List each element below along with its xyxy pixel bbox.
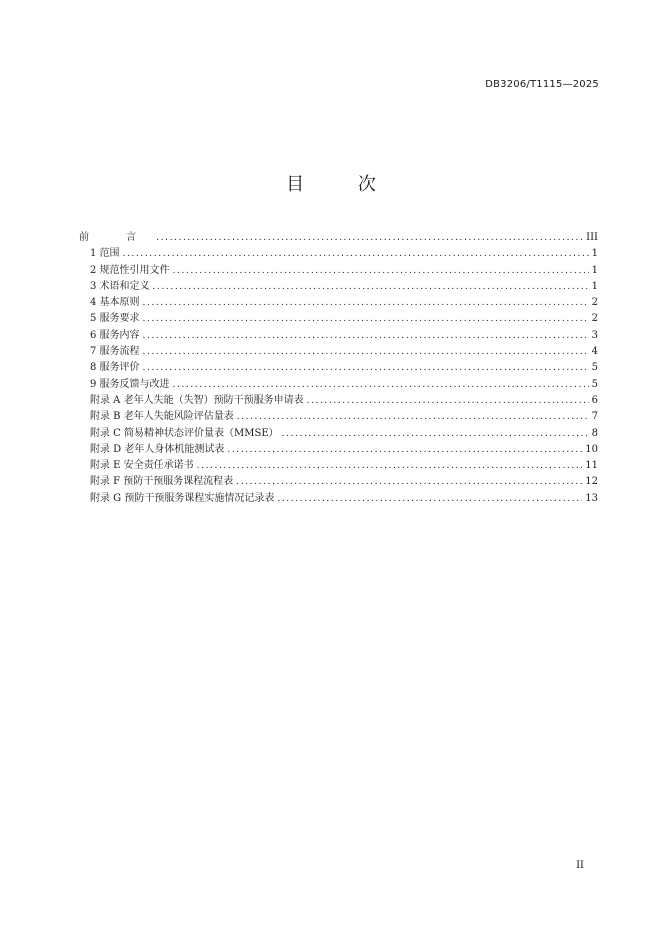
- toc-entry[interactable]: [79, 491, 598, 507]
- toc-entry[interactable]: [79, 474, 598, 490]
- toc-entry-page: 1: [591, 280, 598, 292]
- toc-entry[interactable]: [79, 409, 598, 425]
- toc-entry-page: 6: [591, 394, 598, 406]
- toc-entry-page: 13: [585, 492, 598, 504]
- toc-entry-label: 4 基本原则: [90, 297, 140, 309]
- toc-entry-label: 9 服务反馈与改进: [90, 378, 170, 390]
- toc-entry-page: 11: [585, 460, 598, 472]
- toc-dot-leader: [237, 409, 589, 425]
- toc-dot-leader: [156, 230, 583, 246]
- toc-entry-label: 5 服务要求: [90, 313, 140, 325]
- toc-entry-label: 1 范围: [90, 248, 120, 260]
- toc-entry[interactable]: [79, 393, 598, 409]
- toc-dot-leader: [307, 393, 589, 409]
- toc-dot-leader: [197, 458, 583, 474]
- toc-entry[interactable]: [79, 377, 598, 393]
- toc-entry-page: 10: [585, 443, 598, 455]
- toc-dot-leader: [153, 279, 589, 295]
- toc-entry-page: 12: [585, 476, 598, 488]
- toc-entry-page: 2: [591, 313, 598, 325]
- toc-entry-label: 附录 E 安全责任承诺书: [90, 460, 194, 472]
- toc-entry-page: 7: [591, 411, 598, 423]
- toc-entry-page: 5: [591, 378, 598, 390]
- toc-entry-page: 1: [591, 264, 598, 276]
- toc-entry-page: 1: [591, 248, 598, 260]
- toc-entry-label: 2 规范性引用文件: [90, 264, 170, 276]
- toc-entry-label: 3 术语和定义: [90, 280, 150, 292]
- toc-entry[interactable]: [79, 246, 598, 262]
- toc-dot-leader: [282, 426, 589, 442]
- toc-entry-page: 5: [591, 362, 598, 374]
- toc-dot-leader: [123, 246, 589, 262]
- toc-entry[interactable]: [79, 230, 598, 246]
- toc-entry[interactable]: [79, 295, 598, 311]
- toc-entry-label: 7 服务流程: [90, 346, 140, 358]
- toc-entry[interactable]: [79, 311, 598, 327]
- toc-dot-leader: [143, 311, 589, 327]
- toc-dot-leader: [173, 263, 589, 279]
- toc-dot-leader: [236, 474, 582, 490]
- toc-entry-page: 3: [591, 329, 598, 341]
- toc-entry-page: III: [586, 232, 598, 243]
- toc-entry-label: 附录 A 老年人失能（失智）预防干预服务申请表: [90, 394, 304, 406]
- toc-entry-page: 2: [591, 297, 598, 309]
- toc-entry[interactable]: [79, 344, 598, 360]
- toc-entry-label: 附录 B 老年人失能风险评估量表: [90, 411, 234, 423]
- toc-dot-leader: [143, 328, 589, 344]
- toc-entry-label: 附录 F 预防干预服务课程流程表: [90, 476, 234, 488]
- toc-entry[interactable]: [79, 279, 598, 295]
- toc-entry-label: 8 服务评价: [90, 362, 140, 374]
- toc-entry-label: 前 言: [79, 232, 154, 243]
- table-of-contents: [79, 230, 598, 507]
- toc-entry-label: 附录 C 简易精神状态评价量表（MMSE）: [90, 427, 279, 439]
- document-code: DB3206/T1115—2025: [485, 79, 599, 90]
- toc-dot-leader: [143, 344, 589, 360]
- toc-entry[interactable]: [79, 360, 598, 376]
- toc-dot-leader: [143, 295, 589, 311]
- toc-entry[interactable]: [79, 328, 598, 344]
- page-number: II: [576, 860, 584, 871]
- toc-entry[interactable]: [79, 426, 598, 442]
- toc-entry-label: 6 服务内容: [90, 329, 140, 341]
- toc-dot-leader: [227, 442, 582, 458]
- toc-title: 目 次: [286, 174, 400, 195]
- toc-dot-leader: [143, 360, 589, 376]
- toc-entry[interactable]: [79, 442, 598, 458]
- toc-entry-label: 附录 G 预防干预服务课程实施情况记录表: [90, 492, 275, 504]
- toc-entry-page: 4: [591, 346, 598, 358]
- toc-entry-page: 8: [591, 427, 598, 439]
- toc-entry[interactable]: [79, 458, 598, 474]
- toc-dot-leader: [173, 377, 589, 393]
- toc-dot-leader: [277, 491, 582, 507]
- toc-entry[interactable]: [79, 263, 598, 279]
- toc-entry-label: 附录 D 老年人身体机能测试表: [90, 443, 225, 455]
